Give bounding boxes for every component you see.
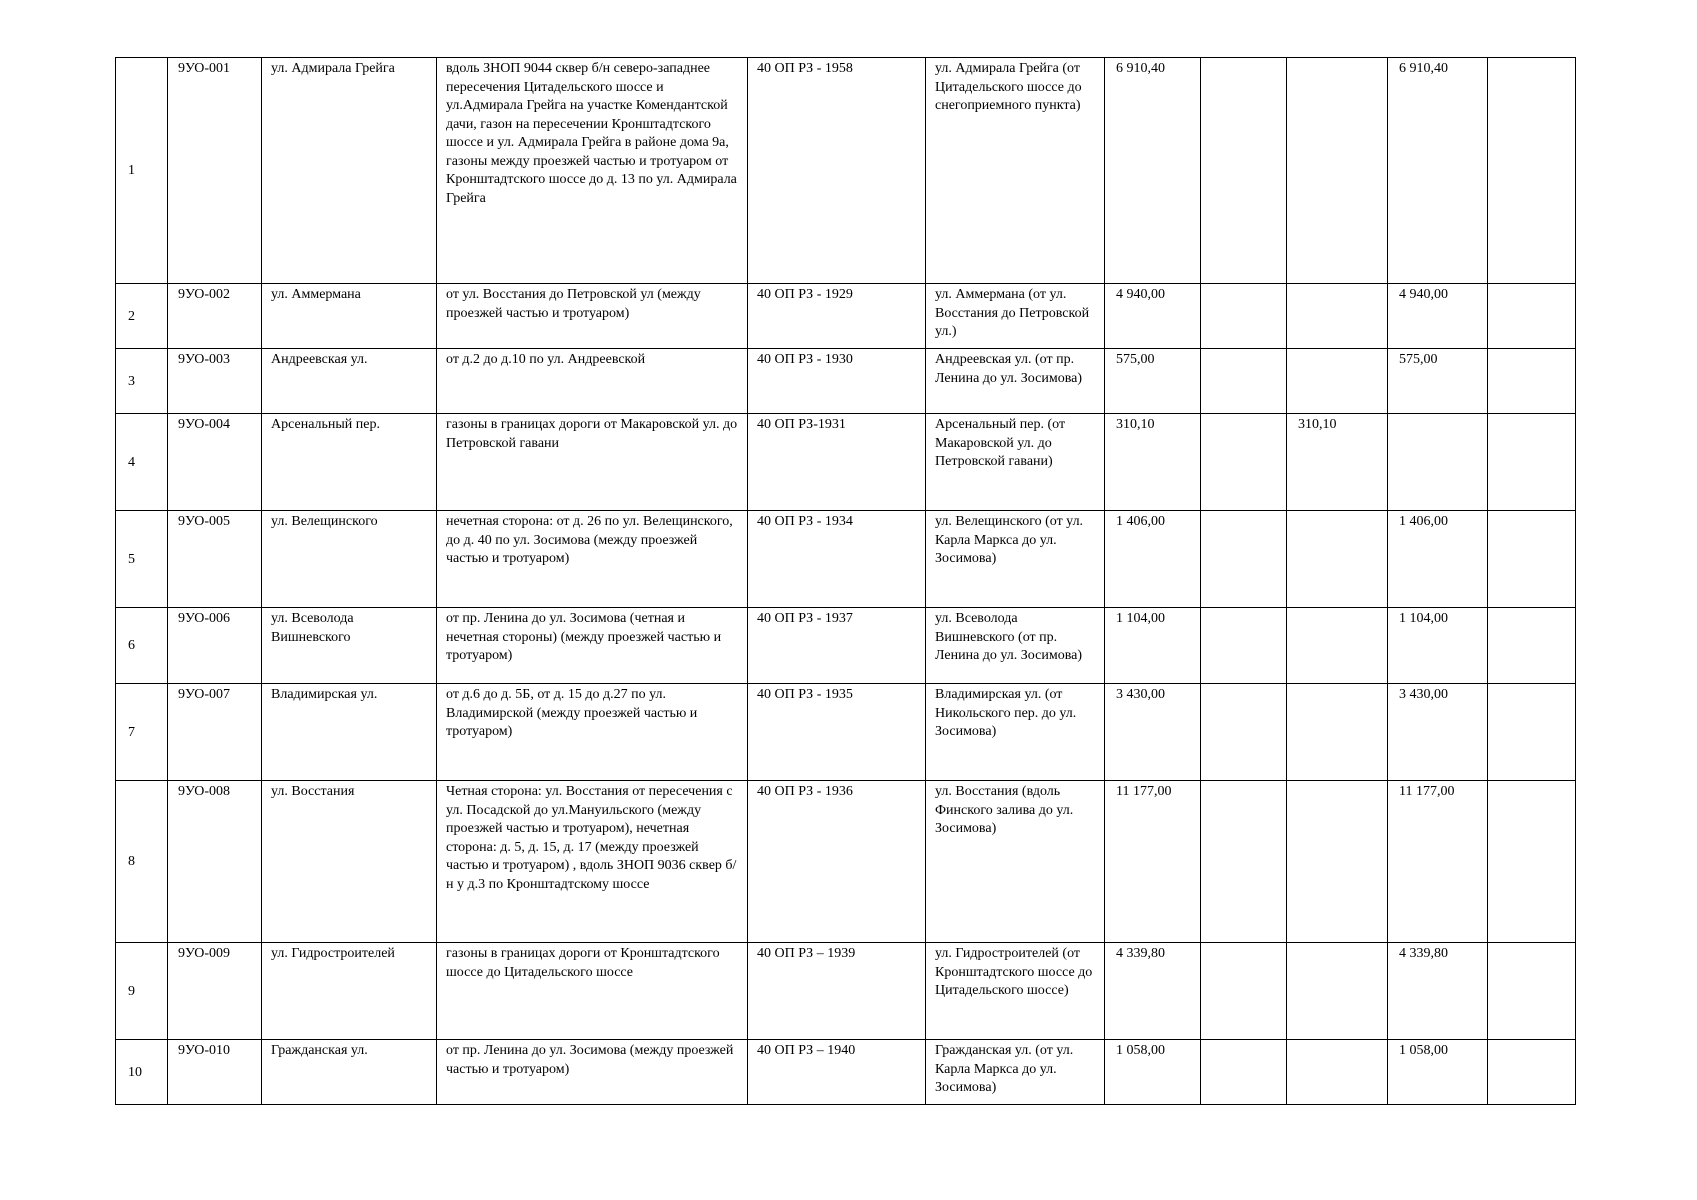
area-column-8 [1201, 349, 1287, 414]
row-number: 5 [116, 511, 168, 608]
location-description: газоны в границах дороги от Макаровской ул. до Петровской гавани [437, 414, 748, 511]
street-name: ул. Велещинского [262, 511, 437, 608]
green-areas-table [115, 57, 1576, 1105]
location-description: нечетная сторона: от д. 26 по ул. Велещинского, до д. 40 по ул. Зосимова (между проезжей частью и тротуаром) [437, 511, 748, 608]
total-area: 1 406,00 [1105, 511, 1201, 608]
road-name: Гражданская ул. (от ул. Карла Маркса до ул. Зосимова) [926, 1040, 1105, 1105]
street-name: Арсенальный пер. [262, 414, 437, 511]
area-column-9 [1287, 58, 1388, 284]
total-area: 3 430,00 [1105, 684, 1201, 781]
area-column-8 [1201, 684, 1287, 781]
road-code: 40 ОП РЗ - 1937 [748, 608, 926, 684]
object-code: 9УО-001 [168, 58, 262, 284]
area-column-8 [1201, 284, 1287, 349]
area-column-9 [1287, 284, 1388, 349]
area-column-10: 1 104,00 [1388, 608, 1488, 684]
road-code: 40 ОП РЗ-1931 [748, 414, 926, 511]
road-name: ул. Восстания (вдоль Финского залива до ул. Зосимова) [926, 781, 1105, 943]
object-code: 9УО-002 [168, 284, 262, 349]
area-column-10: 3 430,00 [1388, 684, 1488, 781]
street-name: ул. Аммермана [262, 284, 437, 349]
area-column-8 [1201, 511, 1287, 608]
area-column-11 [1488, 1040, 1576, 1105]
row-number: 7 [116, 684, 168, 781]
row-number: 6 [116, 608, 168, 684]
area-column-9: 310,10 [1287, 414, 1388, 511]
object-code: 9УО-005 [168, 511, 262, 608]
area-column-9 [1287, 608, 1388, 684]
row-number: 2 [116, 284, 168, 349]
road-name: Андреевская ул. (от пр. Ленина до ул. Зосимова) [926, 349, 1105, 414]
area-column-8 [1201, 414, 1287, 511]
road-code: 40 ОП РЗ – 1939 [748, 943, 926, 1040]
object-code: 9УО-007 [168, 684, 262, 781]
area-column-11 [1488, 284, 1576, 349]
street-name: ул. Восстания [262, 781, 437, 943]
area-column-10 [1388, 414, 1488, 511]
location-description: от ул. Восстания до Петровской ул (между проезжей частью и тротуаром) [437, 284, 748, 349]
road-name: ул. Велещинского (от ул. Карла Маркса до ул. Зосимова) [926, 511, 1105, 608]
area-column-9 [1287, 684, 1388, 781]
area-column-11 [1488, 414, 1576, 511]
road-name: ул. Адмирала Грейга (от Цитадельского шоссе до снегоприемного пункта) [926, 58, 1105, 284]
object-code: 9УО-008 [168, 781, 262, 943]
row-number: 1 [116, 58, 168, 284]
total-area: 1 058,00 [1105, 1040, 1201, 1105]
total-area: 1 104,00 [1105, 608, 1201, 684]
area-column-9 [1287, 781, 1388, 943]
table-row [116, 349, 1576, 414]
object-code: 9УО-004 [168, 414, 262, 511]
area-column-11 [1488, 943, 1576, 1040]
street-name: Андреевская ул. [262, 349, 437, 414]
area-column-9 [1287, 943, 1388, 1040]
location-description: от д.6 до д. 5Б, от д. 15 до д.27 по ул. Владимирской (между проезжей частью и тротуаром) [437, 684, 748, 781]
road-code: 40 ОП РЗ - 1934 [748, 511, 926, 608]
road-code: 40 ОП РЗ – 1940 [748, 1040, 926, 1105]
location-description: вдоль ЗНОП 9044 сквер б/н северо-западнее пересечения Цитадельского шоссе и ул.Адмирала Грейга на участке Комендантской дачи, газон на пересечении Кронштадтского шоссе и ул. Адмирала Грейга в районе дома 9а, газоны между проезжей частью и тротуаром от Кронштадтского шоссе до д. 13 по ул. Адмирала Грейга [437, 58, 748, 284]
area-column-8 [1201, 608, 1287, 684]
area-column-11 [1488, 511, 1576, 608]
area-column-9 [1287, 511, 1388, 608]
location-description: газоны в границах дороги от Кронштадтского шоссе до Цитадельского шоссе [437, 943, 748, 1040]
location-description: от пр. Ленина до ул. Зосимова (между проезжей частью и тротуаром) [437, 1040, 748, 1105]
road-name: ул. Всеволода Вишневского (от пр. Ленина до ул. Зосимова) [926, 608, 1105, 684]
object-code: 9УО-009 [168, 943, 262, 1040]
table-row [116, 511, 1576, 608]
location-description: Четная сторона: ул. Восстания от пересечения с ул. Посадской до ул.Мануильского (между проезжей частью и тротуаром), нечетная сторона: д. 5, д. 15, д. 17 (между проезжей частью и тротуаром) , вдоль ЗНОП 9036 сквер б/н у д.3 по Кронштадтскому шоссе [437, 781, 748, 943]
road-code: 40 ОП РЗ - 1929 [748, 284, 926, 349]
area-column-8 [1201, 943, 1287, 1040]
road-name: ул. Гидростроителей (от Кронштадтского шоссе до Цитадельского шоссе) [926, 943, 1105, 1040]
area-column-10: 1 406,00 [1388, 511, 1488, 608]
row-number: 3 [116, 349, 168, 414]
row-number: 10 [116, 1040, 168, 1105]
road-code: 40 ОП РЗ - 1936 [748, 781, 926, 943]
table-row [116, 284, 1576, 349]
total-area: 11 177,00 [1105, 781, 1201, 943]
area-column-10: 6 910,40 [1388, 58, 1488, 284]
area-column-8 [1201, 1040, 1287, 1105]
street-name: Гражданская ул. [262, 1040, 437, 1105]
area-column-10: 575,00 [1388, 349, 1488, 414]
road-code: 40 ОП РЗ - 1935 [748, 684, 926, 781]
object-code: 9УО-010 [168, 1040, 262, 1105]
area-column-10: 11 177,00 [1388, 781, 1488, 943]
table-row [116, 1040, 1576, 1105]
area-column-11 [1488, 684, 1576, 781]
table-row [116, 684, 1576, 781]
document-page [115, 57, 1576, 1105]
table-row [116, 58, 1576, 284]
area-column-11 [1488, 781, 1576, 943]
area-column-10: 4 940,00 [1388, 284, 1488, 349]
area-column-11 [1488, 58, 1576, 284]
total-area: 6 910,40 [1105, 58, 1201, 284]
total-area: 310,10 [1105, 414, 1201, 511]
area-column-8 [1201, 781, 1287, 943]
table-row [116, 943, 1576, 1040]
row-number: 8 [116, 781, 168, 943]
table-row [116, 414, 1576, 511]
table-row [116, 781, 1576, 943]
street-name: ул. Гидростроителей [262, 943, 437, 1040]
object-code: 9УО-006 [168, 608, 262, 684]
object-code: 9УО-003 [168, 349, 262, 414]
area-column-11 [1488, 608, 1576, 684]
road-code: 40 ОП РЗ - 1930 [748, 349, 926, 414]
location-description: от пр. Ленина до ул. Зосимова (четная и нечетная стороны) (между проезжей частью и тротуаром) [437, 608, 748, 684]
road-name: Владимирская ул. (от Никольского пер. до ул. Зосимова) [926, 684, 1105, 781]
road-code: 40 ОП РЗ - 1958 [748, 58, 926, 284]
total-area: 4 940,00 [1105, 284, 1201, 349]
street-name: ул. Всеволода Вишневского [262, 608, 437, 684]
road-name: ул. Аммермана (от ул. Восстания до Петровской ул.) [926, 284, 1105, 349]
table-row [116, 608, 1576, 684]
street-name: ул. Адмирала Грейга [262, 58, 437, 284]
total-area: 575,00 [1105, 349, 1201, 414]
row-number: 4 [116, 414, 168, 511]
area-column-9 [1287, 1040, 1388, 1105]
area-column-11 [1488, 349, 1576, 414]
area-column-8 [1201, 58, 1287, 284]
area-column-10: 4 339,80 [1388, 943, 1488, 1040]
area-column-9 [1287, 349, 1388, 414]
row-number: 9 [116, 943, 168, 1040]
road-name: Арсенальный пер. (от Макаровской ул. до Петровской гавани) [926, 414, 1105, 511]
area-column-10: 1 058,00 [1388, 1040, 1488, 1105]
location-description: от д.2 до д.10 по ул. Андреевской [437, 349, 748, 414]
total-area: 4 339,80 [1105, 943, 1201, 1040]
street-name: Владимирская ул. [262, 684, 437, 781]
